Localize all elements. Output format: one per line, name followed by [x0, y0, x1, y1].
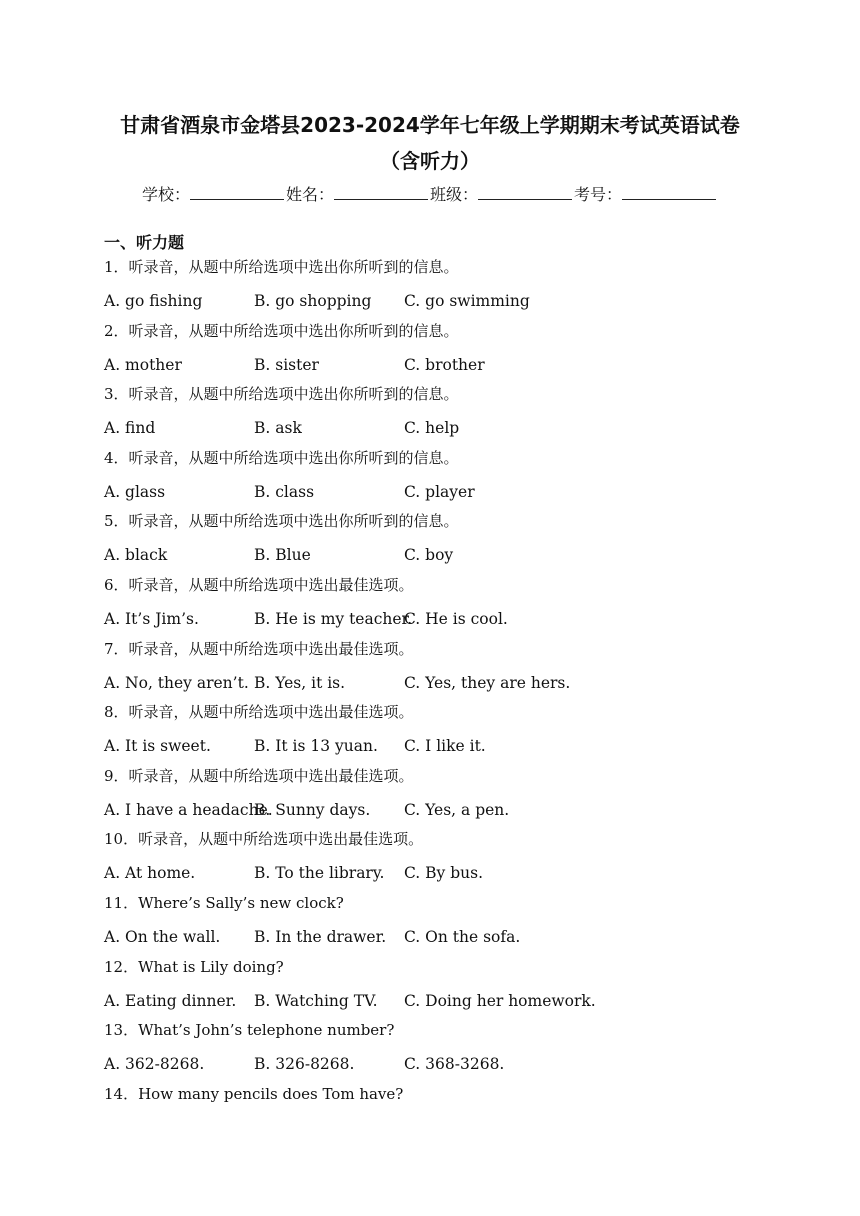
answer-options [104, 354, 804, 376]
question-item [104, 892, 804, 956]
question-item [104, 320, 804, 384]
question-text [104, 638, 414, 660]
question-item [104, 1019, 804, 1083]
name-blank[interactable] [334, 183, 428, 200]
question-text [104, 383, 459, 405]
option-c[interactable]: C. player [404, 482, 475, 501]
question-prompt: 听录音，从题中所给选项中选出你所听到的信息。 [128, 512, 459, 531]
question-prompt: 听录音，从题中所给选项中选出你所听到的信息。 [128, 321, 459, 340]
question-item [104, 447, 804, 511]
question-number: 3． [104, 385, 129, 404]
option-c[interactable]: C. boy [404, 546, 454, 565]
option-b[interactable]: B. In the drawer. [254, 927, 387, 946]
answer-options [104, 608, 804, 630]
option-c[interactable]: C. On the sofa. [404, 927, 521, 946]
question-text [104, 892, 344, 914]
class-label: 班级： [430, 185, 479, 204]
question-item [104, 828, 804, 892]
question-prompt: 听录音，从题中所给选项中选出最佳选项。 [128, 575, 414, 594]
option-c[interactable]: C. brother [404, 355, 485, 374]
question-text [104, 574, 414, 596]
question-text [104, 701, 414, 723]
option-b[interactable]: B. He is my teacher. [254, 609, 413, 628]
question-text [104, 1019, 394, 1041]
answer-options [104, 544, 804, 566]
question-item [104, 383, 804, 447]
option-c[interactable]: C. He is cool. [404, 609, 508, 628]
question-prompt: Where’s Sally’s new clock? [138, 893, 344, 912]
option-b[interactable]: B. sister [254, 355, 319, 374]
question-text [104, 956, 284, 978]
question-prompt: 听录音，从题中所给选项中选出最佳选项。 [128, 766, 414, 785]
option-a[interactable]: A. At home. [104, 864, 196, 883]
option-c[interactable]: C. By bus. [404, 864, 484, 883]
question-item [104, 956, 804, 1020]
question-text [104, 828, 423, 850]
question-text [104, 447, 459, 469]
option-a[interactable]: A. find [104, 419, 156, 438]
question-item [104, 701, 804, 765]
answer-options [104, 862, 804, 884]
question-prompt: What’s John’s telephone number? [138, 1021, 395, 1040]
question-item [104, 574, 804, 638]
question-text [104, 320, 459, 342]
question-prompt: 听录音，从题中所给选项中选出最佳选项。 [128, 703, 414, 722]
question-list [104, 256, 804, 1146]
question-text [104, 510, 459, 532]
option-a[interactable]: A. black [104, 546, 168, 565]
question-number: 4． [104, 448, 129, 467]
question-number: 7． [104, 639, 129, 658]
exam-number-label: 考号： [574, 185, 623, 204]
question-prompt: How many pencils does Tom have? [138, 1084, 404, 1103]
option-a[interactable]: A. glass [104, 482, 166, 501]
question-item [104, 1083, 804, 1147]
question-text [104, 1083, 403, 1105]
answer-options [104, 481, 804, 503]
name-label: 姓名： [285, 185, 334, 204]
option-b[interactable]: B. Watching TV. [254, 991, 378, 1010]
question-number: 6． [104, 575, 129, 594]
option-c[interactable]: C. 368-3268. [404, 1055, 505, 1074]
question-number: 8． [104, 703, 129, 722]
exam-title: 甘肃省酒泉市金塔县2023-2024学年七年级上学期期末考试英语试卷 [120, 113, 740, 137]
option-b[interactable]: B. To the library. [254, 864, 385, 883]
student-info-line [0, 183, 860, 207]
question-number: 2． [104, 321, 129, 340]
option-a[interactable]: A. go fishing [104, 292, 203, 310]
answer-options [104, 672, 804, 694]
answer-options [104, 990, 804, 1012]
question-prompt: What is Lily doing? [138, 957, 284, 976]
option-a[interactable]: A. It is sweet. [104, 737, 211, 756]
option-c[interactable]: C. go swimming [404, 292, 530, 310]
question-item [104, 638, 804, 702]
exam-number-blank[interactable] [622, 183, 716, 200]
option-c[interactable]: C. help [404, 419, 460, 438]
option-b[interactable]: B. ask [254, 419, 302, 438]
option-a[interactable]: A. mother [104, 355, 182, 374]
option-a[interactable]: A. Eating dinner. [104, 991, 237, 1010]
question-prompt: 听录音，从题中所给选项中选出你所听到的信息。 [128, 448, 459, 467]
question-prompt: 听录音，从题中所给选项中选出最佳选项。 [138, 830, 424, 849]
option-b[interactable]: B. Blue [254, 546, 311, 565]
option-c[interactable]: C. I like it. [404, 737, 486, 756]
question-item [104, 256, 804, 320]
school-label: 学校： [141, 185, 190, 204]
question-prompt: 听录音，从题中所给选项中选出你所听到的信息。 [128, 258, 459, 276]
question-number: 13． [104, 1021, 139, 1040]
question-number: 9． [104, 766, 129, 785]
question-item [104, 510, 804, 574]
answer-options [104, 799, 804, 821]
question-text [104, 256, 459, 278]
answer-options [104, 290, 804, 312]
question-number: 11． [104, 893, 139, 912]
option-b[interactable]: B. go shopping [254, 292, 372, 310]
class-blank[interactable] [478, 183, 572, 200]
option-b[interactable]: B. class [254, 482, 315, 501]
option-c[interactable]: C. Doing her homework. [404, 991, 596, 1010]
question-item [104, 765, 804, 829]
question-text [104, 765, 414, 787]
option-b[interactable]: B. Yes, it is. [254, 673, 346, 692]
question-number: 14． [104, 1084, 139, 1103]
option-b[interactable]: B. 326-8268. [254, 1055, 355, 1074]
question-prompt: 听录音，从题中所给选项中选出最佳选项。 [128, 639, 414, 658]
option-a[interactable]: A. On the wall. [104, 927, 221, 946]
option-a[interactable]: A. No, they aren’t. [104, 673, 249, 692]
option-b[interactable]: B. It is 13 yuan. [254, 737, 378, 756]
question-number: 12． [104, 957, 139, 976]
exam-title-subtitle: （含听力） [380, 149, 480, 173]
option-c[interactable]: C. Yes, they are hers. [404, 673, 571, 692]
school-blank[interactable] [190, 183, 284, 200]
question-number: 5． [104, 512, 129, 531]
section-title: 一、听力题 [104, 233, 185, 252]
option-a[interactable]: A. I have a headache. [104, 800, 273, 819]
option-a[interactable]: A. It’s Jim’s. [104, 609, 199, 628]
option-b[interactable]: B. Sunny days. [254, 800, 371, 819]
option-a[interactable]: A. 362-8268. [104, 1055, 205, 1074]
question-prompt: 听录音，从题中所给选项中选出你所听到的信息。 [128, 385, 459, 404]
answer-options [104, 1053, 804, 1075]
question-number: 10． [104, 830, 139, 849]
option-c[interactable]: C. Yes, a pen. [404, 800, 510, 819]
answer-options [104, 926, 804, 948]
answer-options [104, 417, 804, 439]
question-number: 1． [104, 258, 129, 276]
answer-options [104, 735, 804, 757]
